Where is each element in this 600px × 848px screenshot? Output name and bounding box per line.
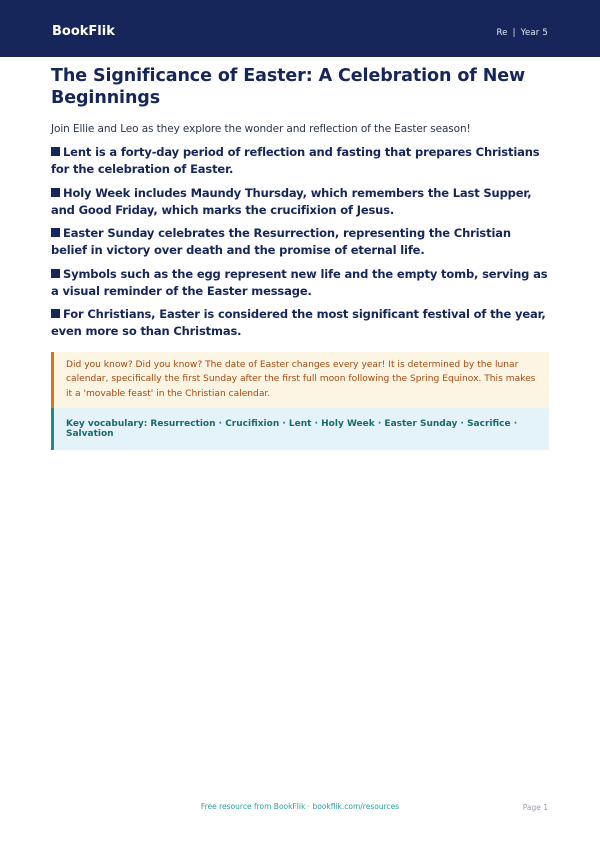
square-bullet-icon xyxy=(51,147,60,156)
main-content xyxy=(51,66,549,450)
header-meta xyxy=(496,28,548,38)
square-bullet-icon xyxy=(51,309,60,318)
list-item-text: Holy Week includes Maundy Thursday, which remembers the Last Supper, and Good Friday, which marks the crucifixion of Jesus. xyxy=(51,185,532,217)
page-number: Page 1 xyxy=(522,803,548,812)
list-item xyxy=(51,225,549,259)
intro-text: Join Ellie and Leo as they explore the wonder and reflection of the Easter season! xyxy=(51,123,471,135)
list-item xyxy=(51,144,549,178)
meta-separator: | xyxy=(512,28,516,38)
footer-resource-link[interactable]: Free resource from BookFlik · bookflik.com/resources xyxy=(200,802,400,811)
subject-label: Re xyxy=(496,28,508,38)
brand-logo[interactable]: BookFlik xyxy=(52,24,115,39)
header-bar xyxy=(0,0,600,57)
list-item-text: Symbols such as the egg represent new life and the empty tomb, serving as a visual reminder of the Easter message. xyxy=(51,266,548,298)
did-you-know-callout: Did you know? Did you know? The date of Easter changes every year! It is determined by the lunar calendar, specifically the first Sunday after the first full moon following the Spring Equinox. This makes it a 'movable feast' in the Christian calendar. xyxy=(51,352,549,408)
list-item xyxy=(51,306,549,340)
list-item xyxy=(51,266,549,300)
list-item xyxy=(51,185,549,219)
list-item-text: Easter Sunday celebrates the Resurrection, representing the Christian belief in victory over death and the promise of eternal life. xyxy=(51,226,511,257)
list-item-text: For Christians, Easter is considered the most significant festival of the year, even more so than Christmas. xyxy=(51,307,546,338)
fact-list xyxy=(51,144,549,340)
square-bullet-icon xyxy=(51,188,60,197)
year-label: Year 5 xyxy=(520,28,548,38)
key-vocabulary-box: Key vocabulary: Resurrection · Crucifixion · Lent · Holy Week · Easter Sunday · Sacrifice · Salvation xyxy=(51,408,549,450)
square-bullet-icon xyxy=(51,269,60,278)
square-bullet-icon xyxy=(51,228,60,237)
page-title: The Significance of Easter: A Celebration of New Beginnings xyxy=(51,66,526,108)
list-item-text: Lent is a forty-day period of reflection and fasting that prepares Christians for the celebration of Easter. xyxy=(51,145,540,176)
